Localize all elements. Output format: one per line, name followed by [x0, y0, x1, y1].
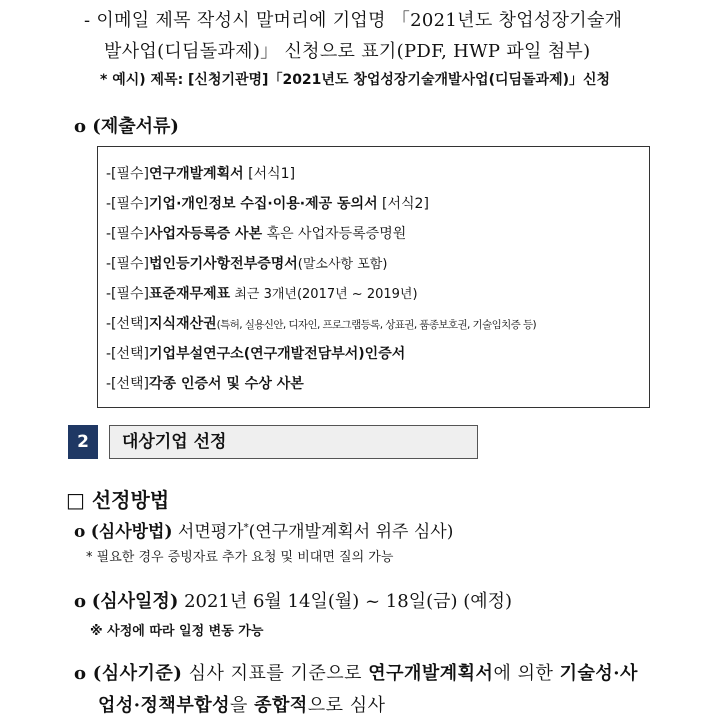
document-title: 각종 인증서 및 수상 사본 — [149, 376, 304, 392]
criteria-emphasis: 연구개발계획서 — [368, 663, 494, 684]
document-title: 법인등기사항전부증명서 — [149, 256, 298, 272]
document-tag: -[필수] — [106, 256, 150, 272]
document-note: (말소사항 포함) — [297, 257, 388, 272]
document-item — [106, 253, 387, 273]
review-criteria-line-2 — [98, 691, 386, 717]
bullet-o: o — [74, 522, 86, 542]
submission-instruction-line-1: - 이메일 제목 작성시 말머리에 기업명 「2021년도 창업성장기술개 — [84, 10, 623, 31]
document-tag: -[필수] — [106, 286, 150, 302]
review-method-footnote: * 필요한 경우 증빙자료 추가 요청 및 비대면 질의 가능 — [86, 550, 394, 565]
method-heading: □ 선정방법 — [66, 488, 170, 512]
document-item — [106, 193, 429, 213]
document-item — [106, 163, 295, 183]
document-tag: -[선택] — [106, 316, 150, 332]
criteria-emphasis: 종합적 — [254, 695, 308, 716]
document-note: [서식1] — [243, 166, 296, 182]
review-method-text: 서면평가 — [172, 522, 244, 542]
criteria-emphasis: 기술성·사 — [559, 663, 638, 684]
section-title-bar — [109, 425, 478, 459]
review-schedule-label: (심사일정) — [91, 591, 179, 612]
criteria-text: 심사 지표를 기준으로 — [182, 663, 369, 684]
document-title: 표준재무제표 — [149, 286, 231, 302]
documents-heading — [74, 112, 179, 138]
submission-instruction-line-2: 발사업(디딤돌과제)」 신청으로 표기(PDF, HWP 파일 첨부) — [104, 41, 591, 62]
review-method-label: (심사방법) — [90, 522, 173, 542]
bullet-o: o — [74, 116, 87, 137]
document-note: [서식2] — [377, 196, 429, 212]
footnote-mark: * — [243, 522, 249, 534]
document-tag: -[선택] — [106, 346, 150, 362]
document-item — [106, 283, 418, 303]
document-title: 사업자등록증 사본 — [149, 226, 263, 242]
document-note: 최근 3개년(2017년 ~ 2019년) — [230, 287, 418, 302]
review-criteria-line-1 — [74, 659, 638, 685]
document-tag: -[필수] — [106, 196, 150, 212]
section-title: 대상기업 선정 — [122, 432, 227, 452]
document-note: 혹은 사업자등록증명원 — [262, 226, 407, 242]
review-schedule-line — [74, 587, 512, 613]
criteria-text: 을 — [229, 695, 255, 716]
documents-list-box — [97, 146, 650, 408]
document-tag: -[필수] — [106, 166, 150, 182]
criteria-text: 으로 심사 — [307, 695, 386, 716]
document-note: (특허, 실용신안, 디자인, 프로그램등록, 상표권, 품종보호권, 기술임치증 등) — [216, 319, 536, 331]
document-title: 지식재산권 — [149, 316, 217, 332]
document-title: 기업부설연구소(연구개발전담부서)인증서 — [149, 346, 406, 362]
document-item — [106, 313, 536, 333]
review-schedule-text: 2021년 6월 14일(월) ~ 18일(금) (예정) — [178, 591, 513, 612]
criteria-emphasis: 업성·정책부합성 — [98, 695, 230, 716]
review-schedule-note: ※ 사정에 따라 일정 변동 가능 — [90, 624, 264, 639]
review-method-note: (연구개발계획서 위주 심사) — [248, 522, 454, 542]
document-title: 연구개발계획서 — [149, 166, 244, 182]
submission-example: * 예시) 제목: [신청기관명]「2021년도 창업성장기술개발사업(디딤돌과제)」신청 — [100, 72, 611, 88]
review-method-line — [74, 517, 453, 542]
document-item — [106, 373, 304, 393]
document-tag: -[필수] — [106, 226, 150, 242]
document-tag: -[선택] — [106, 376, 150, 392]
documents-heading-label: (제출서류) — [92, 116, 179, 137]
criteria-text: 에 의한 — [493, 663, 560, 684]
document-item — [106, 343, 405, 363]
review-criteria-label: (심사기준) — [92, 663, 183, 684]
document-item — [106, 223, 406, 243]
bullet-o: o — [74, 591, 87, 612]
bullet-o: o — [74, 663, 87, 684]
document-title: 기업·개인정보 수집·이용·제공 동의서 — [149, 196, 378, 212]
section-number: 2 — [68, 425, 98, 459]
